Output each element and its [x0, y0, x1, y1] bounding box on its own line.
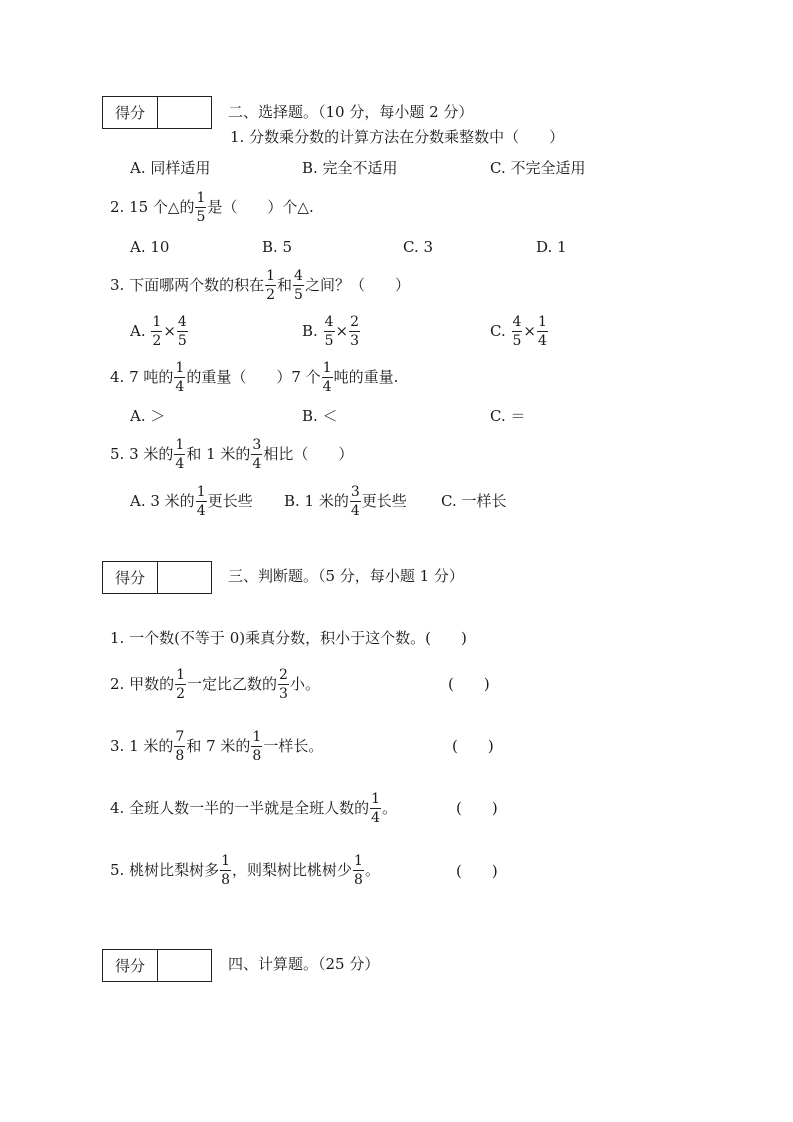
fraction: $\frac{2}{3}$	[279, 667, 288, 702]
fraction: $\frac{1}{4}$	[196, 484, 206, 519]
s2-q4-suffix: 吨的重量.	[333, 368, 399, 386]
fraction: $\frac{1}{8}$	[252, 729, 262, 764]
s2-q2-prefix: 2. 15 个△的	[110, 198, 195, 216]
s2-q3-option-c: C. $\frac{4}{5}$ × $\frac{1}{4}$	[490, 314, 547, 349]
s2-q3-mid: 和	[277, 276, 293, 294]
s2-q3	[110, 269, 410, 302]
s2-q4-mid: 的重量（ ）7 个	[186, 368, 321, 386]
s2-q1-option-a: A. 同样适用	[130, 159, 211, 177]
s2-q4-option-b: B. ＜	[302, 407, 338, 425]
s2-q3-prefix: 3. 下面哪两个数的积在	[110, 276, 265, 294]
fraction: $\frac{4}{5}$	[177, 314, 187, 349]
fraction: $\frac{1}{8}$	[221, 853, 231, 888]
fraction: $\frac{1}{8}$	[354, 853, 363, 888]
s2-q4-prefix: 4. 7 吨的	[110, 368, 174, 386]
score-blank	[158, 97, 211, 128]
s2-q2-option-b: B. 5	[262, 238, 293, 256]
s3-q1: 1. 一个数(不等于 0)乘真分数，积小于这个数。( )	[110, 629, 467, 647]
section4-title: 四、计算题。（25 分）	[228, 955, 380, 973]
score-box	[102, 561, 212, 594]
score-box	[102, 96, 212, 129]
fraction: $\frac{1}{4}$	[538, 314, 547, 349]
s3-q2-answer-paren: ( )	[448, 675, 490, 693]
fraction: $\frac{1}{5}$	[196, 190, 206, 225]
s2-q1-text: 1. 分数乘分数的计算方法在分数乘整数中（ ）	[230, 128, 565, 146]
score-label: 得分	[103, 950, 158, 981]
s3-q2: 2. 甲数的 $\frac{1}{2}$ 一定比乙数的 $\frac{2}{3}$ 小。	[110, 667, 320, 702]
s2-q5-suffix: 相比（ ）	[263, 445, 354, 463]
s2-q4	[110, 361, 398, 394]
s2-q1-option-b: B. 完全不适用	[302, 159, 398, 177]
section3-title: 三、判断题。（5 分，每小题 1 分）	[228, 567, 464, 585]
s2-q5	[110, 438, 353, 471]
fraction: $\frac{2}{3}$	[350, 314, 359, 349]
s3-q3-answer-paren: ( )	[452, 737, 494, 755]
fraction: $\frac{1}{4}$	[371, 791, 381, 826]
fraction: $\frac{1}{4}$	[175, 360, 185, 395]
s3-q4-answer-paren: ( )	[456, 799, 498, 817]
s2-q3-option-a: A. $\frac{1}{2}$ × $\frac{4}{5}$	[130, 314, 187, 349]
fraction: $\frac{1}{2}$	[176, 667, 186, 702]
s3-q3: 3. 1 米的 $\frac{7}{8}$ 和 7 米的 $\frac{1}{8}$ 一样长。	[110, 729, 324, 764]
fraction: $\frac{4}{5}$	[324, 314, 334, 349]
s2-q5-option-b: B. 1 米的 $\frac{3}{4}$ 更长些	[284, 484, 407, 519]
fraction: $\frac{7}{8}$	[175, 729, 185, 764]
s2-q5-prefix: 5. 3 米的	[110, 445, 174, 463]
s2-q5-option-c: C. 一样长	[441, 492, 507, 510]
score-label: 得分	[103, 562, 158, 593]
fraction: $\frac{1}{2}$	[266, 268, 276, 303]
s2-q2-option-d: D. 1	[536, 238, 567, 256]
s2-q4-option-a: A. ＞	[130, 407, 166, 425]
score-blank	[158, 562, 211, 593]
s2-q3-option-b: B. $\frac{4}{5}$ × $\frac{2}{3}$	[302, 314, 359, 349]
s3-q5: 5. 桃树比梨树多 $\frac{1}{8}$ ，则梨树比桃树少 $\frac{1}{8}$ 。	[110, 853, 380, 888]
fraction: $\frac{4}{5}$	[512, 314, 522, 349]
score-blank	[158, 950, 211, 981]
s2-q5-option-a: A. 3 米的 $\frac{1}{4}$ 更长些	[130, 484, 253, 519]
s2-q2	[110, 191, 314, 224]
fraction: $\frac{4}{5}$	[294, 268, 303, 303]
fraction: $\frac{1}{4}$	[322, 360, 332, 395]
score-box	[102, 949, 212, 982]
s2-q3-suffix: 之间？（ ）	[304, 276, 410, 294]
fraction: $\frac{3}{4}$	[350, 484, 360, 519]
s2-q2-suffix: 是（ ）个△.	[207, 198, 314, 216]
score-label: 得分	[103, 97, 158, 128]
s2-q2-option-c: C. 3	[403, 238, 434, 256]
s2-q1-option-c: C. 不完全适用	[490, 159, 586, 177]
fraction: $\frac{1}{4}$	[175, 437, 185, 472]
fraction: $\frac{1}{2}$	[152, 314, 162, 349]
section2-title: 二、选择题。（10 分，每小题 2 分）	[228, 103, 474, 121]
s2-q2-option-a: A. 10	[130, 238, 170, 256]
s3-q5-answer-paren: ( )	[456, 862, 498, 880]
fraction: $\frac{3}{4}$	[252, 437, 262, 472]
s3-q4: 4. 全班人数一半的一半就是全班人数的 $\frac{1}{4}$ 。	[110, 791, 398, 826]
s2-q5-mid: 和 1 米的	[186, 445, 251, 463]
s2-q4-option-c: C. ＝	[490, 407, 526, 425]
